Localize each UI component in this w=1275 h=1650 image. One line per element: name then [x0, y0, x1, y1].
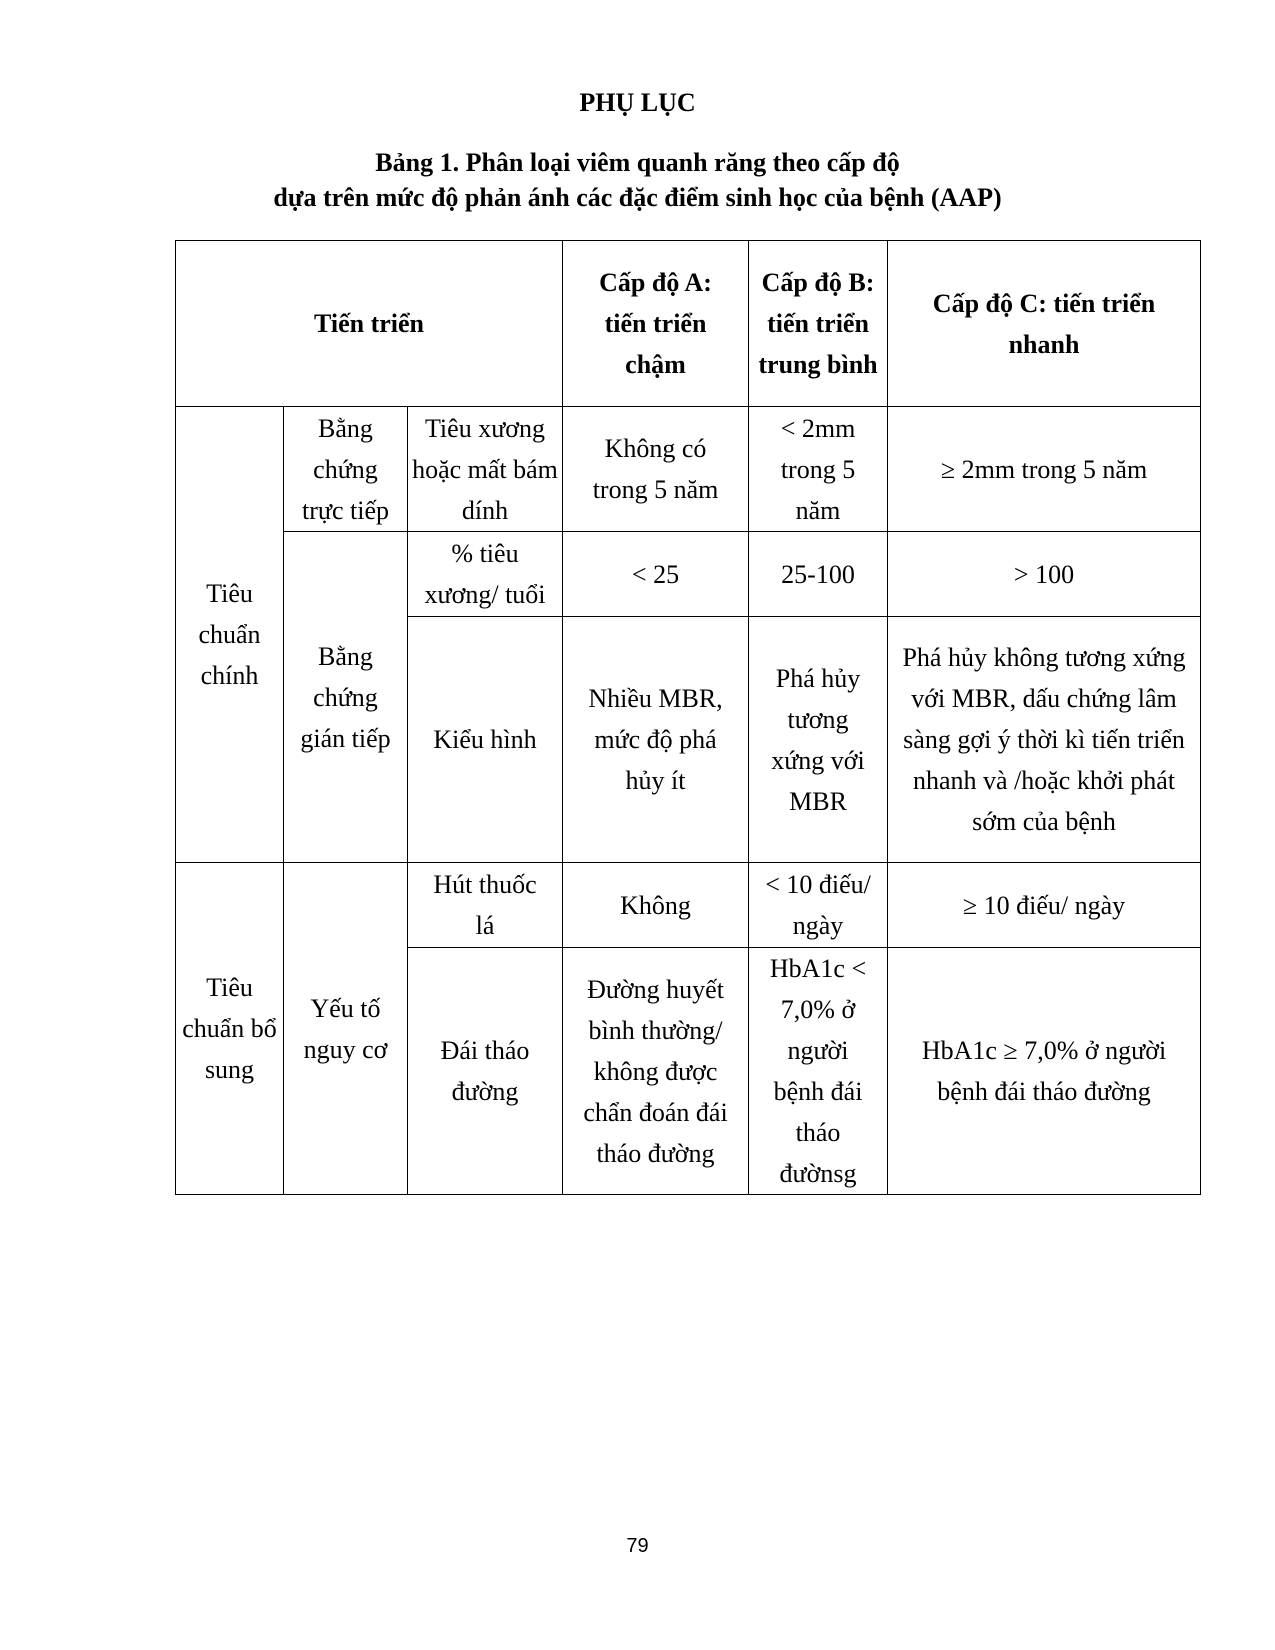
grade-b-cell: < 2mm trong 5 năm — [749, 407, 888, 532]
header-grade-b: Cấp độ B: tiến triển trung bình — [749, 241, 888, 407]
grade-c-cell: Phá hủy không tương xứng với MBR, dấu chứng lâm sàng gợi ý thời kì tiến triển nhanh và /hoặc khởi phát sớm của bệnh — [888, 617, 1201, 863]
grade-a-cell: < 25 — [563, 532, 749, 617]
grade-c-cell: ≥ 10 điếu/ ngày — [888, 863, 1201, 948]
main-criteria-label: Tiêu chuẩn chính — [176, 407, 284, 863]
grade-a-cell: Đường huyết bình thường/ không được chẩn đoán đái tháo đường — [563, 948, 749, 1195]
grade-a-cell: Không có trong 5 năm — [563, 407, 749, 532]
measure-phenotype: Kiểu hình — [408, 617, 563, 863]
periodontitis-grading-table — [175, 240, 1201, 1195]
grade-b-cell: 25-100 — [749, 532, 888, 617]
indirect-evidence-label: Bằng chứng gián tiếp — [284, 532, 408, 863]
measure-smoking: Hút thuốc lá — [408, 863, 563, 948]
grade-c-cell: ≥ 2mm trong 5 năm — [888, 407, 1201, 532]
grade-a-cell: Không — [563, 863, 749, 948]
measure-bone-loss: Tiêu xương hoặc mất bám dính — [408, 407, 563, 532]
header-progression: Tiến triển — [176, 241, 563, 407]
measure-bone-loss-age: % tiêu xương/ tuổi — [408, 532, 563, 617]
page-number: 79 — [626, 1535, 649, 1557]
table-caption-line-2: dựa trên mức độ phản ánh các đặc điểm sinh học của bệnh (AAP) — [273, 183, 1002, 212]
grade-c-cell: HbA1c ≥ 7,0% ở người bệnh đái tháo đường — [888, 948, 1201, 1195]
grade-c-cell: > 100 — [888, 532, 1201, 617]
supplementary-criteria-label: Tiêu chuẩn bổ sung — [176, 863, 284, 1195]
grade-b-cell: Phá hủy tương xứng với MBR — [749, 617, 888, 863]
header-grade-c: Cấp độ C: tiến triển nhanh — [888, 241, 1201, 407]
grade-b-cell: HbA1c < 7,0% ở người bệnh đái tháo đườnsg — [749, 948, 888, 1195]
table-row — [176, 532, 1201, 617]
risk-factor-label: Yếu tố nguy cơ — [284, 863, 408, 1195]
measure-diabetes: Đái tháo đường — [408, 948, 563, 1195]
header-grade-a: Cấp độ A: tiến triển chậm — [563, 241, 749, 407]
table-row — [176, 407, 1201, 532]
table-caption-line-1: Bảng 1. Phân loại viêm quanh răng theo cấp độ — [375, 148, 900, 177]
appendix-heading: PHỤ LỤC — [579, 88, 696, 117]
direct-evidence-label: Bằng chứng trực tiếp — [284, 407, 408, 532]
table-header-row — [176, 241, 1201, 407]
grade-b-cell: < 10 điếu/ ngày — [749, 863, 888, 948]
table-row — [176, 863, 1201, 948]
grade-a-cell: Nhiều MBR, mức độ phá hủy ít — [563, 617, 749, 863]
